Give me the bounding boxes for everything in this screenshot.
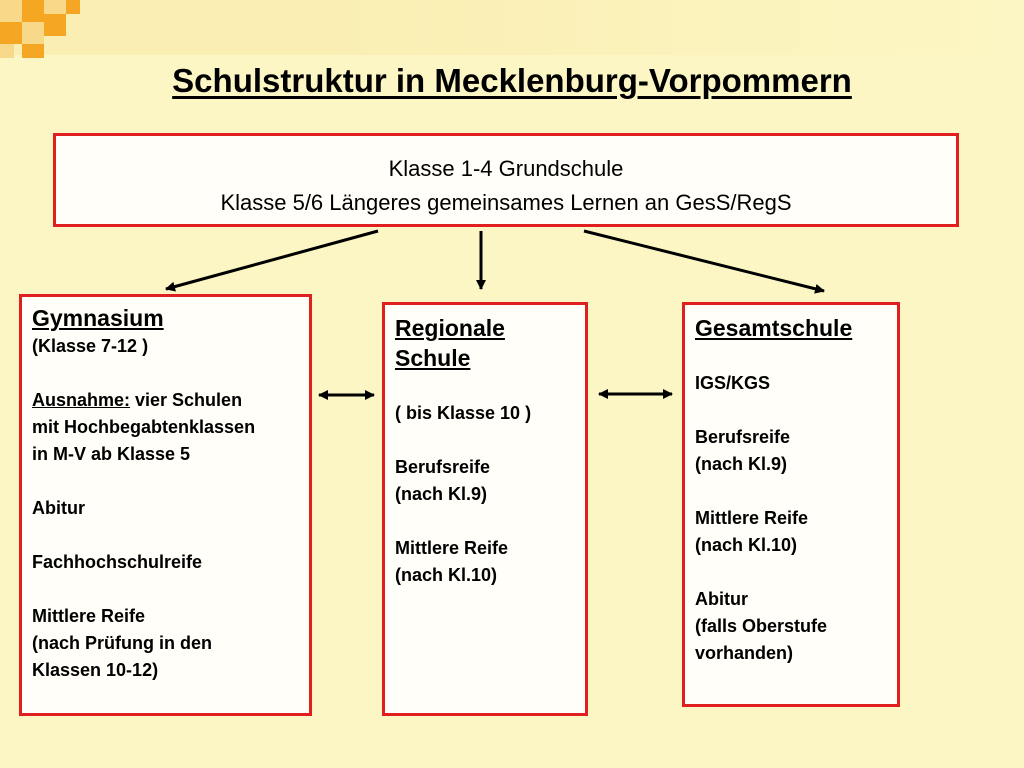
gesamtschule-berufsreife: Berufsreife xyxy=(695,427,791,447)
gesamtschule-abitur: Abitur xyxy=(695,589,748,609)
gesamtschule-heading: Gesamtschule xyxy=(695,315,853,341)
regionale-schule-box xyxy=(382,302,588,716)
regionale-berufsreife: Berufsreife xyxy=(395,457,491,477)
gesamtschule-abitur-note-1: (falls Oberstufe xyxy=(695,616,828,636)
exception-label: Ausnahme: xyxy=(32,390,131,410)
top-box-line-1: Klasse 1-4 Grundschule xyxy=(388,156,624,181)
regionale-grades: ( bis Klasse 10 ) xyxy=(395,403,532,423)
regionale-berufsreife-note: (nach Kl.9) xyxy=(395,484,488,504)
regionale-heading-line-1: Regionale xyxy=(395,315,505,341)
gymnasium-box xyxy=(19,294,312,716)
gymnasium-mittlere-reife-note-2: Klassen 10-12) xyxy=(32,660,159,680)
arrow-to-gesamtschule xyxy=(584,231,824,291)
top-box-line-2: Klasse 5/6 Längeres gemeinsames Lernen an GesS/RegS xyxy=(220,190,792,215)
gesamtschule-types: IGS/KGS xyxy=(695,373,771,393)
gymnasium-mittlere-reife-note-1: (nach Prüfung in den xyxy=(32,633,212,653)
exception-text: vier Schulen xyxy=(130,390,243,410)
gesamtschule-abitur-note-2: vorhanden) xyxy=(695,643,794,663)
regionale-mittlere-reife: Mittlere Reife xyxy=(395,538,509,558)
gesamtschule-mittlere-reife-note: (nach Kl.10) xyxy=(695,535,798,555)
gymnasium-exception-line-3: in M-V ab Klasse 5 xyxy=(32,444,191,464)
gesamtschule-berufsreife-note: (nach Kl.9) xyxy=(695,454,788,474)
gesamtschule-mittlere-reife: Mittlere Reife xyxy=(695,508,809,528)
regionale-mittlere-reife-note: (nach Kl.10) xyxy=(395,565,498,585)
gymnasium-mittlere-reife: Mittlere Reife xyxy=(32,606,146,626)
gesamtschule-box xyxy=(682,302,900,707)
regionale-heading-line-2: Schule xyxy=(395,345,471,371)
arrow-to-gymnasium xyxy=(166,231,378,289)
gymnasium-exception xyxy=(32,387,299,414)
gymnasium-heading: Gymnasium xyxy=(32,305,164,331)
gymnasium-abitur: Abitur xyxy=(32,498,85,518)
page-title: Schulstruktur in Mecklenburg-Vorpommern xyxy=(172,62,852,99)
gymnasium-grades: (Klasse 7-12 ) xyxy=(32,336,149,356)
gymnasium-fachhochschulreife: Fachhochschulreife xyxy=(32,552,203,572)
gymnasium-exception-line-2: mit Hochbegabtenklassen xyxy=(32,417,256,437)
